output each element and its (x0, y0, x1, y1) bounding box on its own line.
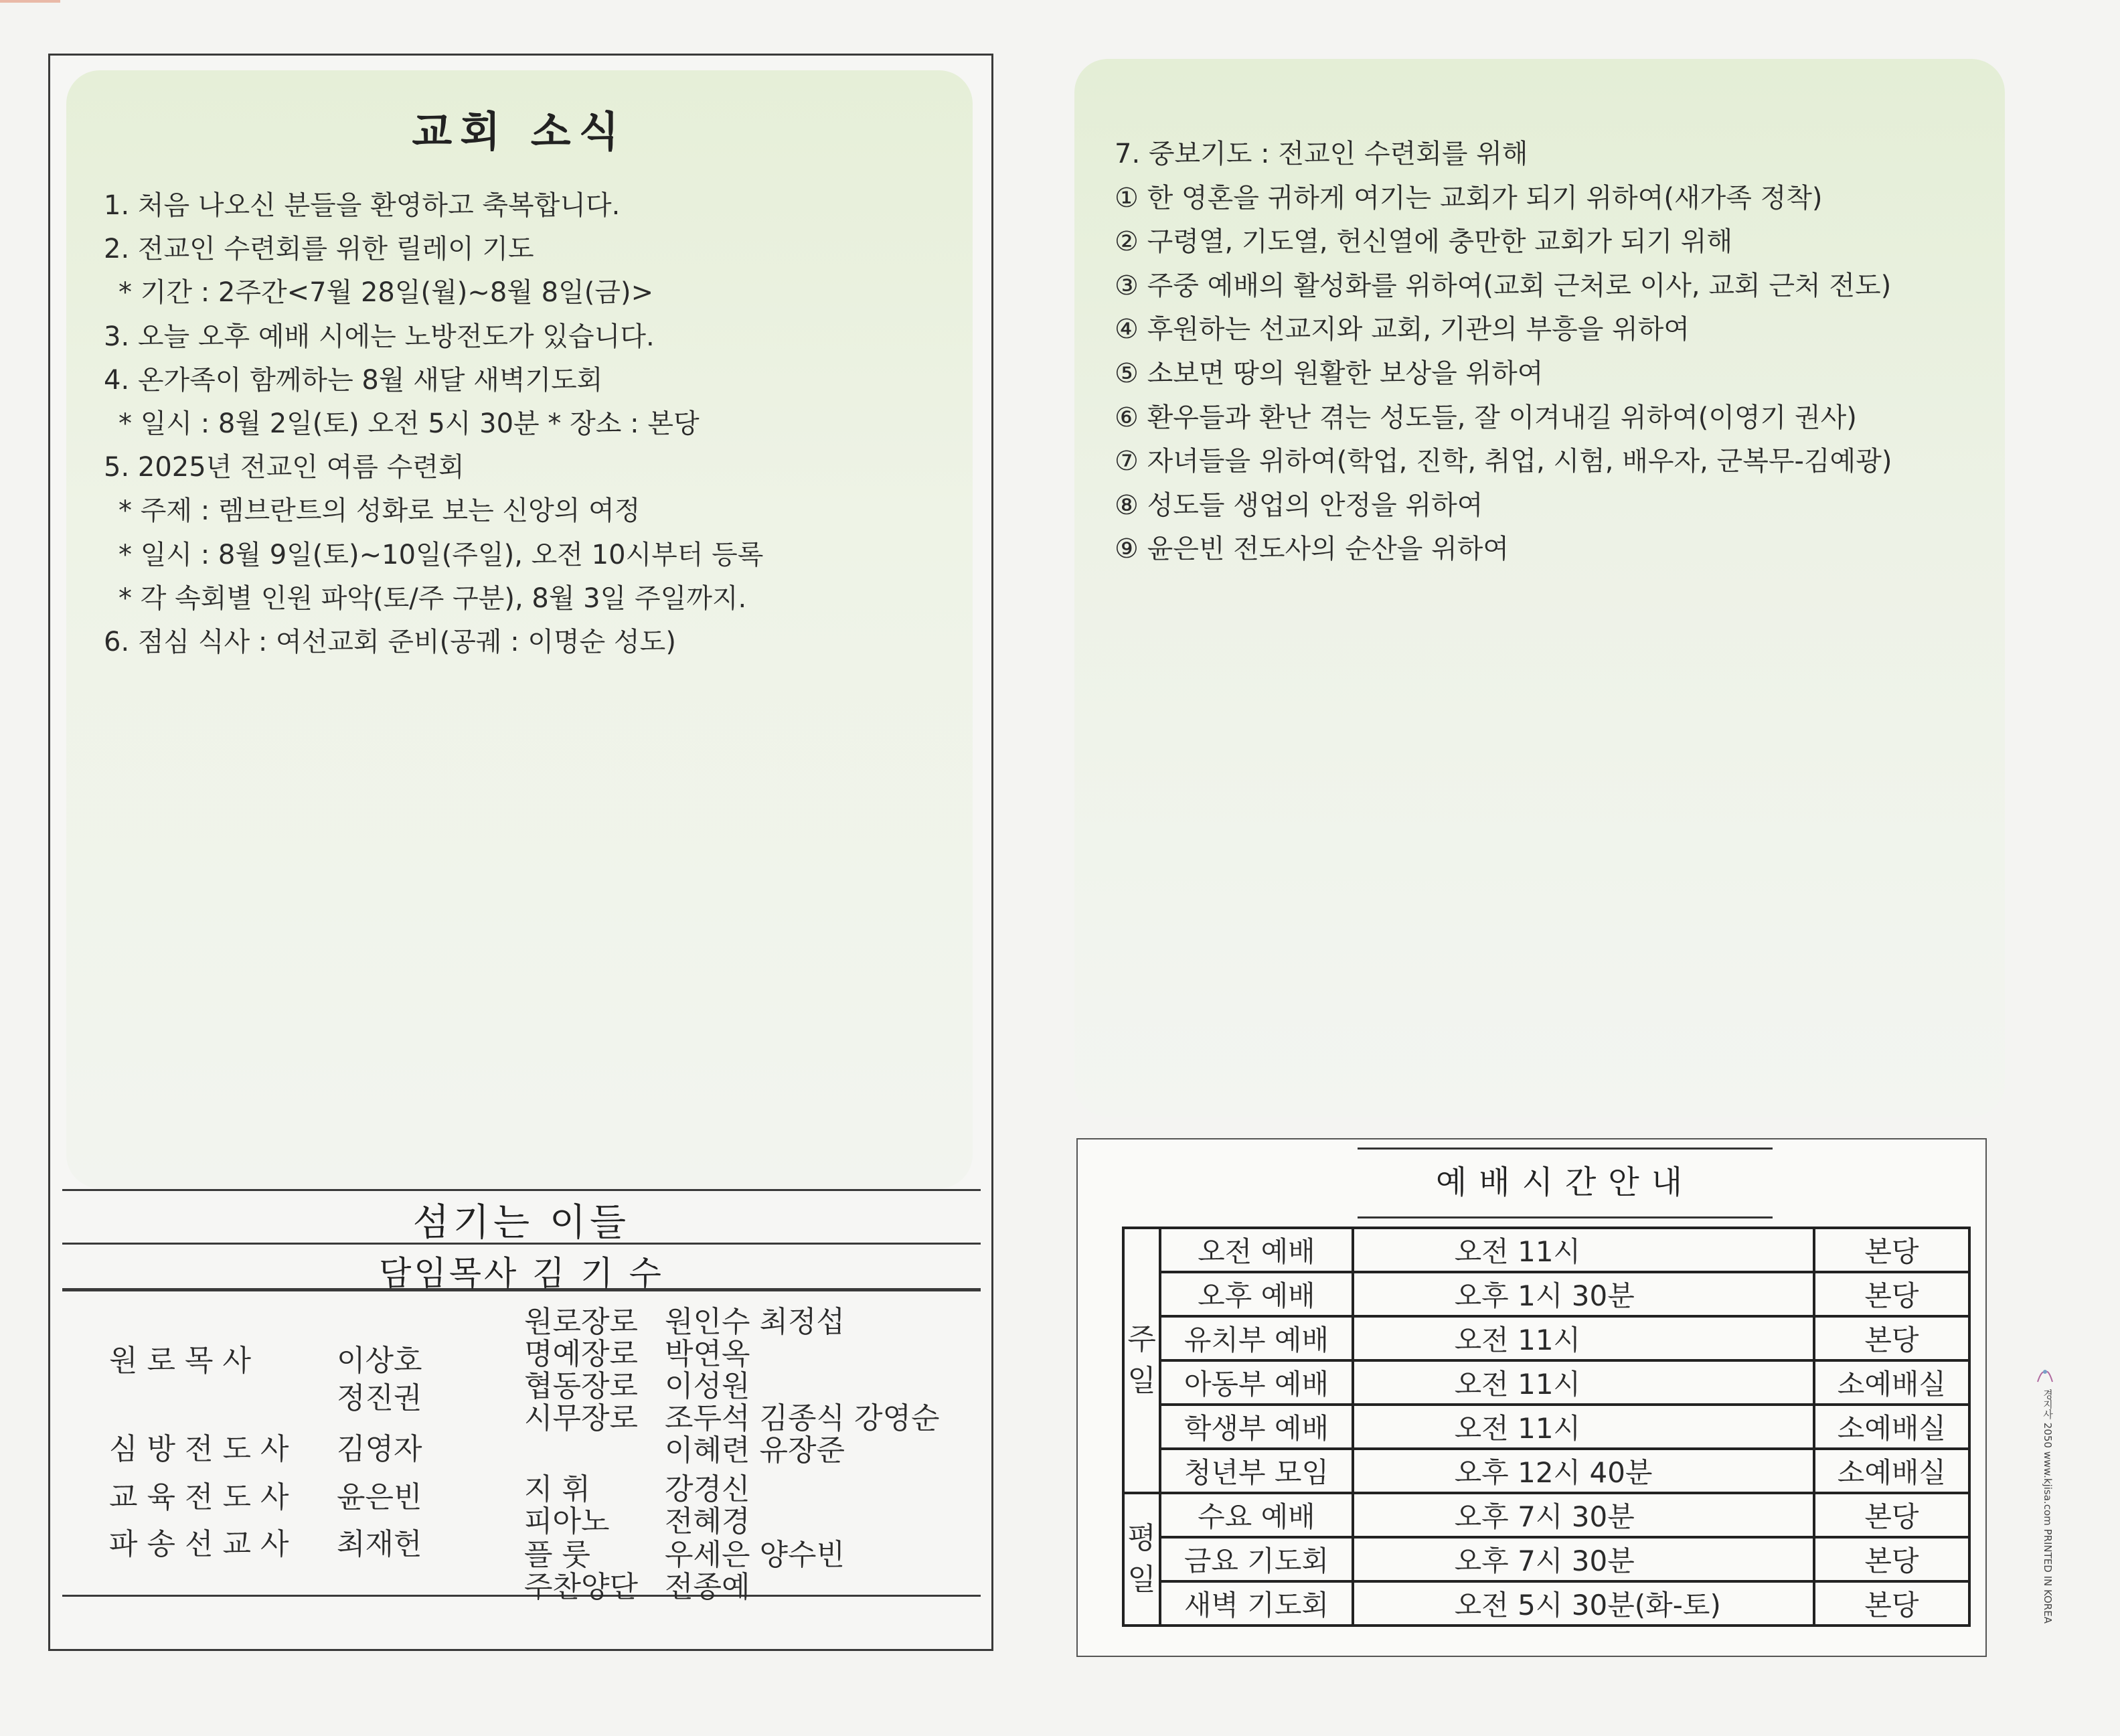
service-name: 오후 예배 (1160, 1272, 1352, 1316)
staff-role: 파송선교사 (109, 1527, 299, 1561)
staff-role: 협동장로 (524, 1369, 639, 1403)
staff-name: 최재헌 (337, 1527, 422, 1561)
news-item: * 일시 : 8월 2일(토) 오전 5시 30분 * 장소 : 본당 (118, 408, 700, 440)
service-time: 오후 7시 30분 (1353, 1537, 1814, 1581)
schedule-row (1123, 1360, 1969, 1405)
staff-name: 전종예 (665, 1570, 750, 1604)
staff-role: 원로목사 (109, 1344, 261, 1378)
service-place: 본당 (1814, 1537, 1969, 1581)
prayer-item: 7. 중보기도 : 전교인 수련회를 위해 (1115, 139, 1528, 169)
schedule-row (1123, 1228, 1969, 1272)
staff-role: 심방전도사 (109, 1432, 299, 1466)
schedule-row (1123, 1581, 1969, 1626)
intercessory-prayer-box (1074, 59, 2005, 1117)
news-item: 5. 2025년 전교인 여름 수련회 (104, 452, 465, 483)
printer-imprint: 경지사 2050 www.kjisa.com PRINTED IN KOREA (2042, 1389, 2054, 1624)
schedule-title: 예배시간안내 (1358, 1148, 1773, 1218)
staff-name: 정진권 (337, 1381, 422, 1415)
service-place: 소예배실 (1814, 1449, 1969, 1493)
schedule-row (1123, 1537, 1969, 1581)
service-time: 오전 11시 (1353, 1405, 1814, 1449)
staff-name: 윤은빈 (337, 1480, 422, 1514)
divider-line (62, 1289, 981, 1291)
news-item: * 주제 : 렘브란트의 성화로 보는 신앙의 여정 (118, 495, 641, 527)
staff-name: 강경신 (665, 1472, 750, 1506)
prayer-item: ④ 후원하는 선교지와 교회, 기관의 부흥을 위하여 (1115, 314, 1690, 345)
service-time: 오후 12시 40분 (1353, 1449, 1814, 1493)
senior-pastor-line: 담임목사 김 기 수 (379, 1254, 664, 1293)
prayer-item: ① 한 영혼을 귀하게 여기는 교회가 되기 위하여(새가족 정착) (1115, 182, 1823, 214)
news-item: * 각 속회별 인원 파악(토/주 구분), 8월 3일 주일까지. (118, 582, 747, 614)
page-edge-mark (0, 0, 60, 3)
service-name: 오전 예배 (1160, 1228, 1352, 1272)
prayer-item: ⑤ 소보면 땅의 원활한 보상을 위하여 (1115, 358, 1544, 389)
staff-role: 시무장로 (524, 1401, 639, 1435)
staff-role: 명예장로 (524, 1337, 639, 1371)
service-place: 소예배실 (1814, 1405, 1969, 1449)
staff-name: 원인수 최정섭 (665, 1305, 845, 1339)
staff-name: 전혜경 (665, 1504, 750, 1538)
staff-role: 피아노 (524, 1504, 610, 1538)
staff-role: 교육전도사 (109, 1480, 299, 1514)
service-place: 본당 (1814, 1581, 1969, 1626)
prayer-item: ⑥ 환우들과 환난 겪는 성도들, 잘 이겨내길 위하여(이영기 권사) (1115, 402, 1857, 433)
servants-section (62, 1189, 981, 1624)
news-item: * 기간 : 2주간<7월 28일(월)~8월 8일(금)> (118, 277, 654, 309)
staff-name: 이성원 (665, 1369, 750, 1403)
prayer-item: ⑦ 자녀들을 위하여(학업, 진학, 취업, 시험, 배우자, 군복무-김예광) (1115, 446, 1892, 477)
prayer-item: ⑧ 성도들 생업의 안정을 위하여 (1115, 489, 1483, 521)
service-place: 본당 (1814, 1316, 1969, 1360)
staff-role: 주찬양단 (524, 1570, 639, 1604)
service-place: 본당 (1814, 1493, 1969, 1537)
service-time: 오후 1시 30분 (1353, 1272, 1814, 1316)
staff-name: 이상호 (337, 1344, 422, 1378)
service-time: 오전 11시 (1353, 1228, 1814, 1272)
service-name: 유치부 예배 (1160, 1316, 1352, 1360)
divider-line (62, 1595, 981, 1597)
staff-name: 조두석 김종식 강영순 (665, 1401, 940, 1435)
news-item: 4. 온가족이 함께하는 8월 새달 새벽기도회 (104, 364, 603, 396)
service-name: 수요 예배 (1160, 1493, 1352, 1537)
service-time: 오전 11시 (1353, 1360, 1814, 1405)
service-time: 오후 7시 30분 (1353, 1493, 1814, 1537)
schedule-row (1123, 1493, 1969, 1537)
weekday-group-label: 평 일 (1123, 1493, 1160, 1626)
staff-role: 원로장로 (524, 1305, 639, 1339)
service-place: 소예배실 (1814, 1360, 1969, 1405)
church-news-title: 교회 소식 (412, 107, 627, 156)
service-place: 본당 (1814, 1228, 1969, 1272)
service-name: 금요 기도회 (1160, 1537, 1352, 1581)
prayer-item: ⑨ 윤은빈 전도사의 순산을 위하여 (1115, 534, 1510, 565)
service-time: 오전 11시 (1353, 1316, 1814, 1360)
servants-title: 섬기는 이들 (412, 1201, 631, 1245)
prayer-item: ② 구령열, 기도열, 헌신열에 충만한 교회가 되기 위해 (1115, 226, 1733, 258)
schedule-table (1122, 1227, 1971, 1627)
left-panel (48, 54, 993, 1651)
schedule-row (1123, 1316, 1969, 1360)
service-time: 오전 5시 30분(화-토) (1353, 1581, 1814, 1626)
printer-logo-icon (2035, 1366, 2055, 1386)
news-item: 6. 점심 식사 : 여선교회 준비(공궤 : 이명순 성도) (104, 627, 676, 658)
service-name: 청년부 모임 (1160, 1449, 1352, 1493)
sunday-group-label: 주 일 (1123, 1228, 1160, 1493)
news-item: 3. 오늘 오후 예배 시에는 노방전도가 있습니다. (104, 321, 655, 352)
news-item: * 일시 : 8월 9일(토)~10일(주일), 오전 10시부터 등록 (118, 539, 764, 570)
prayer-item: ③ 주중 예배의 활성화를 위하여(교회 근처로 이사, 교회 근처 전도) (1115, 270, 1892, 301)
news-item: 1. 처음 나오신 분들을 환영하고 축복합니다. (104, 190, 621, 221)
divider-line (62, 1189, 981, 1191)
staff-role: 플 룻 (524, 1538, 590, 1572)
worship-schedule (1076, 1138, 1987, 1657)
church-news-box (66, 70, 973, 1188)
service-name: 아동부 예배 (1160, 1360, 1352, 1405)
schedule-row (1123, 1272, 1969, 1316)
service-place: 본당 (1814, 1272, 1969, 1316)
staff-role: 지 휘 (524, 1472, 590, 1506)
staff-name: 우세은 양수빈 (665, 1538, 845, 1572)
service-name: 새벽 기도회 (1160, 1581, 1352, 1626)
prayer-list (1115, 133, 1892, 572)
news-item: 2. 전교인 수련회를 위한 릴레이 기도 (104, 234, 534, 265)
service-name: 학생부 예배 (1160, 1405, 1352, 1449)
staff-name: 이혜련 유장준 (665, 1433, 845, 1468)
staff-name: 박연옥 (665, 1337, 750, 1371)
schedule-row (1123, 1405, 1969, 1449)
staff-name: 김영자 (337, 1432, 422, 1466)
schedule-row (1123, 1449, 1969, 1493)
church-news-list (104, 184, 961, 664)
